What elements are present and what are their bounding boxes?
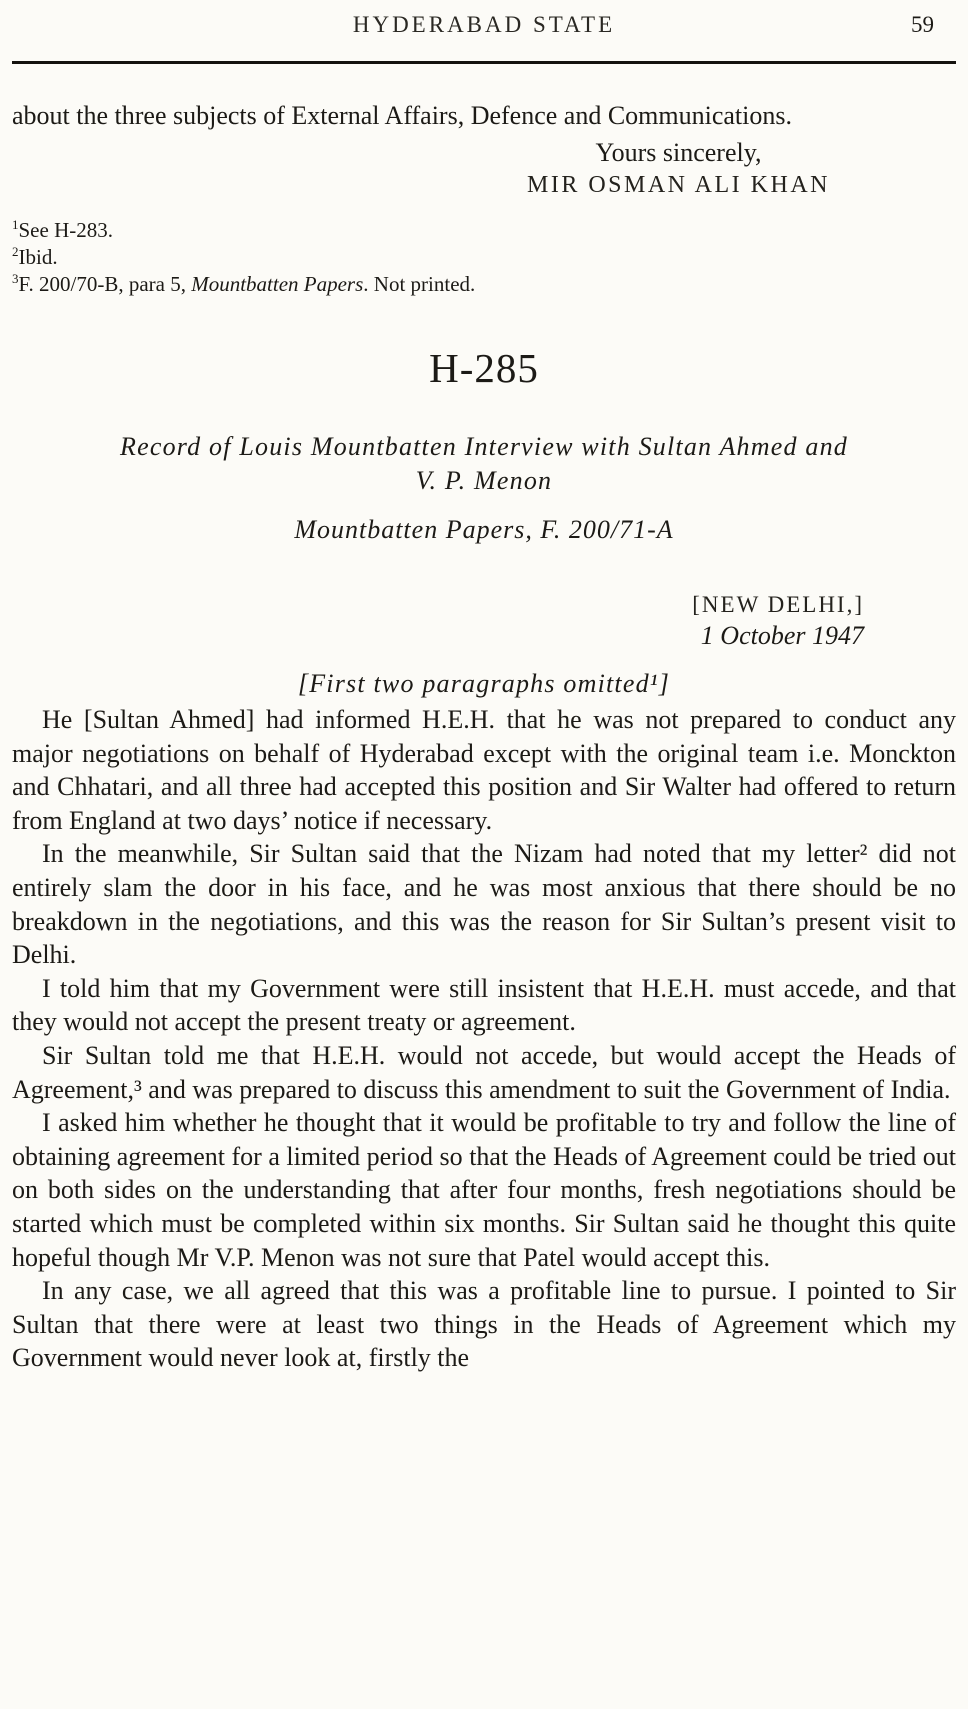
footnote-1 bbox=[12, 217, 956, 244]
document-number: H-285 bbox=[429, 345, 539, 391]
document-title bbox=[12, 430, 956, 498]
letter-continuation: about the three subjects of External Affairs, Defence and Communications. bbox=[12, 101, 792, 130]
document-body bbox=[12, 703, 956, 1375]
footnote-1-marker: 1 bbox=[12, 217, 19, 232]
paragraph: I asked him whether he thought that it would be profitable to try and follow the line of obtaining agreement for a limited period so that the Heads of Agreement could be tried out on both sides on the understanding that after four months, fresh negotiations should be started which must be completed within six months. Sir Sultan said he thought this quite hopeful though Mr V.P. Menon was not sure that Patel would accept this. bbox=[12, 1108, 956, 1272]
paragraph: Sir Sultan told me that H.E.H. would not accede, but would accept the Heads of Agreement,³ and was prepared to discuss this amendment to suit the Government of India. bbox=[12, 1040, 956, 1104]
signature: MIR OSMAN ALI KHAN bbox=[526, 172, 830, 198]
document-title-line1: Record of Louis Mountbatten Interview with Sultan Ahmed and bbox=[120, 432, 848, 461]
footnote-3-text: F. 200/70-B, para 5, bbox=[18, 272, 192, 296]
document-source: Mountbatten Papers, F. 200/71-A bbox=[294, 515, 674, 544]
footnote-1-text: See H-283. bbox=[18, 218, 113, 242]
page-number: 59 bbox=[911, 12, 934, 37]
date-line: 1 October 1947 bbox=[700, 621, 864, 650]
page-header bbox=[12, 12, 956, 44]
footnote-3-post: . Not printed. bbox=[363, 272, 476, 296]
footnotes bbox=[12, 217, 956, 298]
place-line: [NEW DELHI,] bbox=[692, 592, 864, 617]
footnote-3-italic: Mountbatten Papers bbox=[191, 272, 364, 296]
document-title-line2: V. P. Menon bbox=[415, 466, 553, 495]
footnote-3-marker: 3 bbox=[12, 271, 19, 286]
footnote-2-marker: 2 bbox=[12, 244, 19, 259]
footnote-2-text: Ibid. bbox=[18, 245, 58, 269]
running-title: HYDERABAD STATE bbox=[352, 12, 616, 37]
valediction: Yours sincerely, bbox=[595, 138, 762, 167]
footnote-2 bbox=[12, 244, 956, 271]
omission-note: [First two paragraphs omitted¹] bbox=[297, 669, 671, 698]
paragraph: In the meanwhile, Sir Sultan said that the Nizam had noted that my letter² did not entirely slam the door in his face, and he was most anxious that there should be no breakdown in the negotiations, and this was the reason for Sir Sultan’s present visit to Delhi. bbox=[12, 839, 956, 970]
paragraph: In any case, we all agreed that this was a profitable line to pursue. I pointed to Sir Sultan that there were at least two things in the Heads of Agreement which my Government would never look at, firstly the bbox=[12, 1276, 956, 1373]
header-rule bbox=[12, 61, 956, 64]
place-date-block bbox=[12, 589, 864, 652]
letter-closing bbox=[527, 136, 830, 201]
paragraph: He [Sultan Ahmed] had informed H.E.H. that he was not prepared to conduct any major negotiations on behalf of Hyderabad except with the original team i.e. Monckton and Chhatari, and all three had accepted this position and Sir Walter had offered to return from England at two days’ notice if necessary. bbox=[12, 705, 956, 835]
paragraph: I told him that my Government were still insistent that H.E.H. must accede, and that they would not accept the present treaty or agreement. bbox=[12, 973, 956, 1037]
footnote-3 bbox=[12, 271, 956, 298]
